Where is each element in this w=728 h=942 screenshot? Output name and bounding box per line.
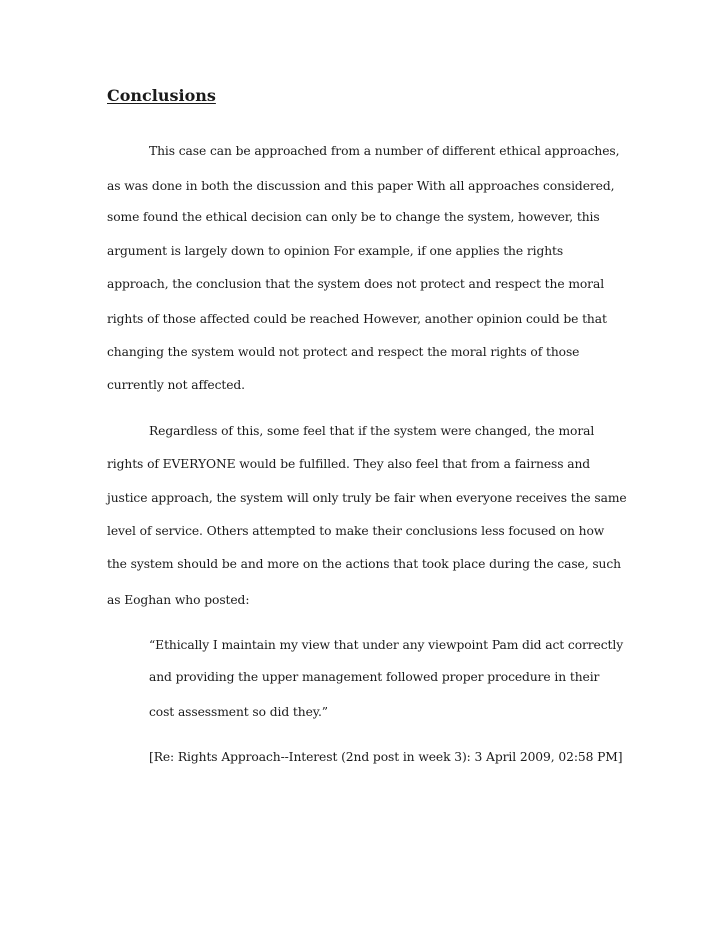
quote-line-1: “Ethically I maintain my view that under any viewpoint Pam did act correctly [149, 638, 624, 652]
quote-citation: [Re: Rights Approach--Interest (2nd post in week 3): 3 April 2009, 02:58 PM] [149, 750, 623, 764]
paragraph-1-line-6: rights of those affected could be reached However, another opinion could be that [107, 312, 607, 326]
paragraph-1-line-7: changing the system would not protect and respect the moral rights of those [107, 345, 580, 359]
paragraph-2-line-6: as Eoghan who posted: [107, 593, 250, 607]
paragraph-2-line-4: level of service. Others attempted to make their conclusions less focused on how [107, 524, 605, 538]
paragraph-1-line-8: currently not affected. [107, 378, 245, 392]
paragraph-2-line-1: Regardless of this, some feel that if the system were changed, the moral [149, 424, 595, 438]
paragraph-1-line-2: as was done in both the discussion and this paper With all approaches considered, [107, 179, 615, 193]
paragraph-1-line-5: approach, the conclusion that the system does not protect and respect the moral [107, 277, 605, 291]
quote-line-3: cost assessment so did they.” [149, 705, 328, 719]
paragraph-2-line-3: justice approach, the system will only truly be fair when everyone receives the same [107, 491, 627, 505]
paragraph-1-line-1: This case can be approached from a number of different ethical approaches, [149, 144, 620, 158]
section-heading: Conclusions [107, 86, 216, 105]
quote-line-2: and providing the upper management followed proper procedure in their [149, 670, 600, 684]
paragraph-1-line-3: some found the ethical decision can only be to change the system, however, this [107, 210, 600, 224]
paragraph-2-line-5: the system should be and more on the actions that took place during the case, such [107, 557, 621, 571]
paragraph-2-line-2: rights of EVERYONE would be fulfilled. They also feel that from a fairness and [107, 457, 591, 471]
paragraph-1-line-4: argument is largely down to opinion For example, if one applies the rights [107, 244, 564, 258]
